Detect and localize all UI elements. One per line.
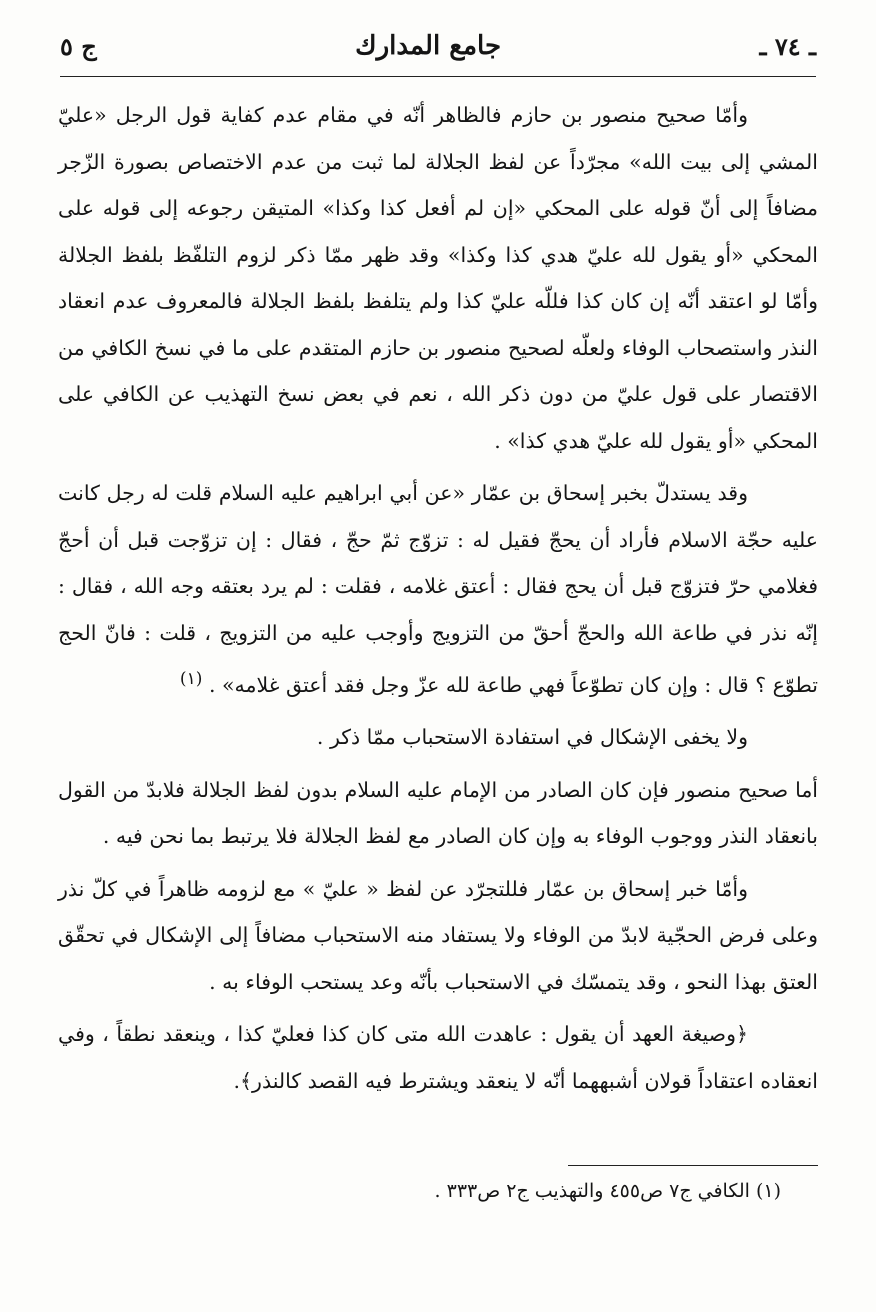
header-divider (60, 76, 816, 77)
volume-label: ج ٥ (60, 31, 97, 61)
paragraph-2-text: وقد يستدلّ بخبر إسحاق بن عمّار «عن أبي ابراهيم عليه السلام قلت له رجل كانت عليه حجّة الاسلام فأراد أن يحجّ فقيل له : تزوّج ثمّ حجّ ، فقال : إن تزوّجت قبل أن أحجّ فغلامي حرّ فتزوّج قبل أن يحج فقال : أعتق غلامه ، فقلت : لم يرد بعتقه وجه الله ، فقال : إنّه نذر في طاعة الله والحجّ أحقّ من التزويج وأوجب عليه من التزويج ، قلت : فانّ الحج تطوّع ؟ قال : وإن كان تطوّعاً فهي طاعة لله عزّ وجل فقد أعتق غلامه» . (58, 481, 818, 697)
footnote-divider (568, 1165, 818, 1166)
book-title: جامع المدارك (355, 31, 502, 61)
page-number: ـ ٧٤ ـ (759, 31, 816, 61)
footnote: (١) الكافي ج٧ ص٤٥٥ والتهذيب ج٢ ص٣٣٣ . (434, 1180, 781, 1202)
paragraph-6: ﴿وصيغة العهد أن يقول : عاهدت الله متى كان كذا فعليّ كذا ، وينعقد نطقاً ، وفي انعقاده اعتقاداً قولان أشبههما أنّه لا ينعقد ويشترط فيه القصد كالنذر﴾. (58, 1022, 818, 1093)
main-text (58, 92, 818, 1110)
footnote-marker: (١) (179, 669, 203, 689)
paragraph-5: وأمّا خبر إسحاق بن عمّار فللتجرّد عن لفظ « عليّ » مع لزومه ظاهراً في كلّ نذر وعلى فرض الحجّية لابدّ من الوفاء ولا يستفاد منه الاستحباب مضافاً إلى الإشكال في تحقّق العتق بهذا النحو ، وقد يتمسّك في الاستحباب بأنّه وعد يستحب الوفاء به . (58, 876, 818, 994)
paragraph-4: أما صحيح منصور فإن كان الصادر من الإمام عليه السلام بدون لفظ الجلالة فلابدّ من القول بانعقاد النذر ووجوب الوفاء به وإن كان الصادر مع لفظ الجلالة فلا يرتبط بما نحن فيه . (58, 777, 818, 849)
paragraph-3: ولا يخفى الإشكال في استفادة الاستحباب ممّا ذكر . (316, 725, 748, 750)
paragraph-1: وأمّا صحيح منصور بن حازم فالظاهر أنّه في مقام عدم كفاية قول الرجل «عليّ المشي إلى بيت الله» مجرّداً عن لفظ الجلالة لما ثبت من عدم الاختصاص بصورة الزّجر مضافاً إلى أنّ قوله على المحكي «إن لم أفعل كذا وكذا» المتيقن رجوعه إلى قوله على المحكي «أو يقول لله عليّ هدي كذا وكذا» وقد ظهر ممّا ذكر لزوم التلفّظ بلفظ الجلالة وأمّا لو اعتقد أنّه إن كان كذا فللّه عليّ كذا ولم يتلفظ بلفظ الجلالة فالمعروف عدم انعقاد النذر واستصحاب الوفاء ولعلّه لصحيح منصور بن حازم المتقدم على ما في نسخ الكافي من الاقتصار على قول عليّ من دون ذكر الله ، نعم في بعض نسخ التهذيب عن الكافي على المحكي «أو يقول لله عليّ هدي كذا» . (58, 103, 818, 453)
paragraph-2 (58, 470, 818, 708)
page-header (60, 22, 816, 70)
